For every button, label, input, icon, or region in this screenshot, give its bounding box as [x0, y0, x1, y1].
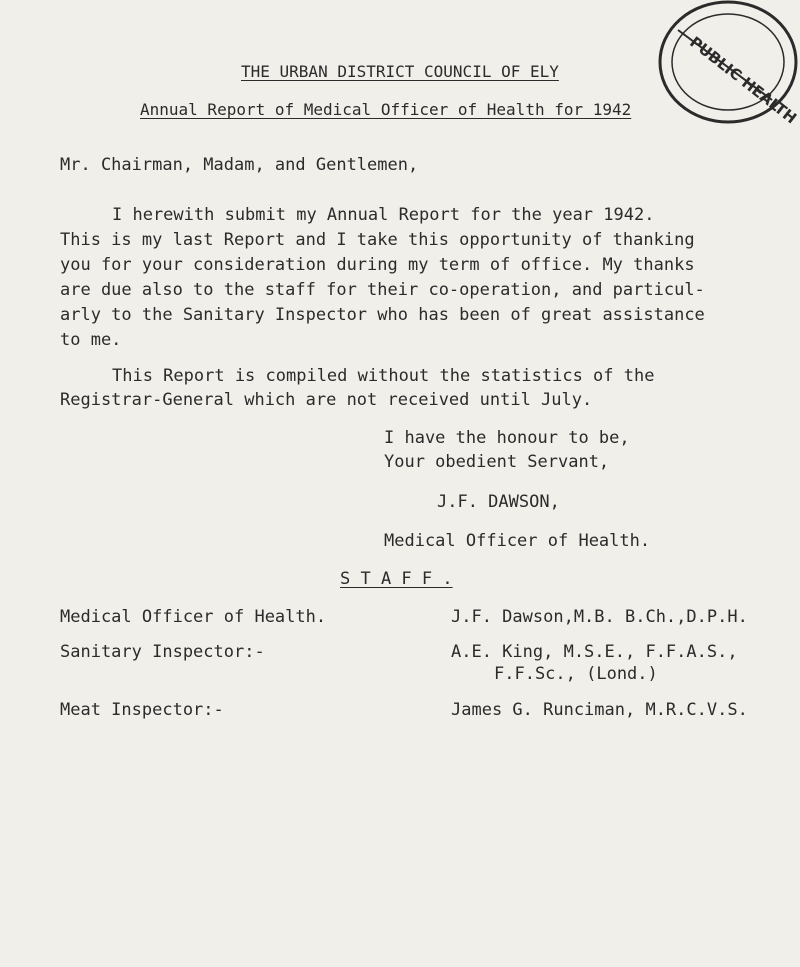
paragraph1-line: you for your consideration during my term of office. My thanks — [60, 255, 695, 275]
signoff-line2: Your obedient Servant, — [384, 452, 610, 472]
council-heading: THE URBAN DISTRICT COUNCIL OF ELY — [241, 62, 559, 81]
paragraph2-line: Registrar-General which are not received until July. — [60, 390, 593, 410]
library-stamp — [560, 0, 800, 135]
svg-text:PUBLIC HEALTH: PUBLIC HEALTH — [686, 32, 800, 128]
stamp-graphic — [560, 0, 800, 135]
signoff-title: Medical Officer of Health. — [384, 531, 651, 551]
staff-name: A.E. King, M.S.E., F.F.A.S., — [451, 642, 738, 662]
staff-role: Medical Officer of Health. — [60, 607, 327, 627]
paragraph1-line: arly to the Sanitary Inspector who has been of great assistance — [60, 305, 705, 325]
paragraph1-line: This is my last Report and I take this opportunity of thanking — [60, 230, 695, 250]
staff-name: James G. Runciman, M.R.C.V.S. — [451, 700, 748, 720]
report-heading: Annual Report of Medical Officer of Health for 1942 — [140, 100, 632, 119]
salutation: Mr. Chairman, Madam, and Gentlemen, — [60, 155, 419, 175]
paragraph2-line: This Report is compiled without the statistics of the — [112, 366, 655, 386]
staff-role: Sanitary Inspector:- — [60, 642, 265, 662]
paragraph1-line: I herewith submit my Annual Report for the year 1942. — [112, 205, 655, 225]
staff-name-continued: F.F.Sc., (Lond.) — [494, 664, 658, 684]
paragraph1-line: to me. — [60, 330, 122, 350]
staff-name: J.F. Dawson,M.B. B.Ch.,D.P.H. — [451, 607, 748, 627]
paragraph1-line: are due also to the staff for their co-operation, and particul- — [60, 280, 705, 300]
staff-heading: S T A F F . — [340, 569, 453, 589]
signoff-name: J.F. DAWSON, — [437, 492, 560, 512]
signoff-line1: I have the honour to be, — [384, 428, 630, 448]
staff-role: Meat Inspector:- — [60, 700, 224, 720]
